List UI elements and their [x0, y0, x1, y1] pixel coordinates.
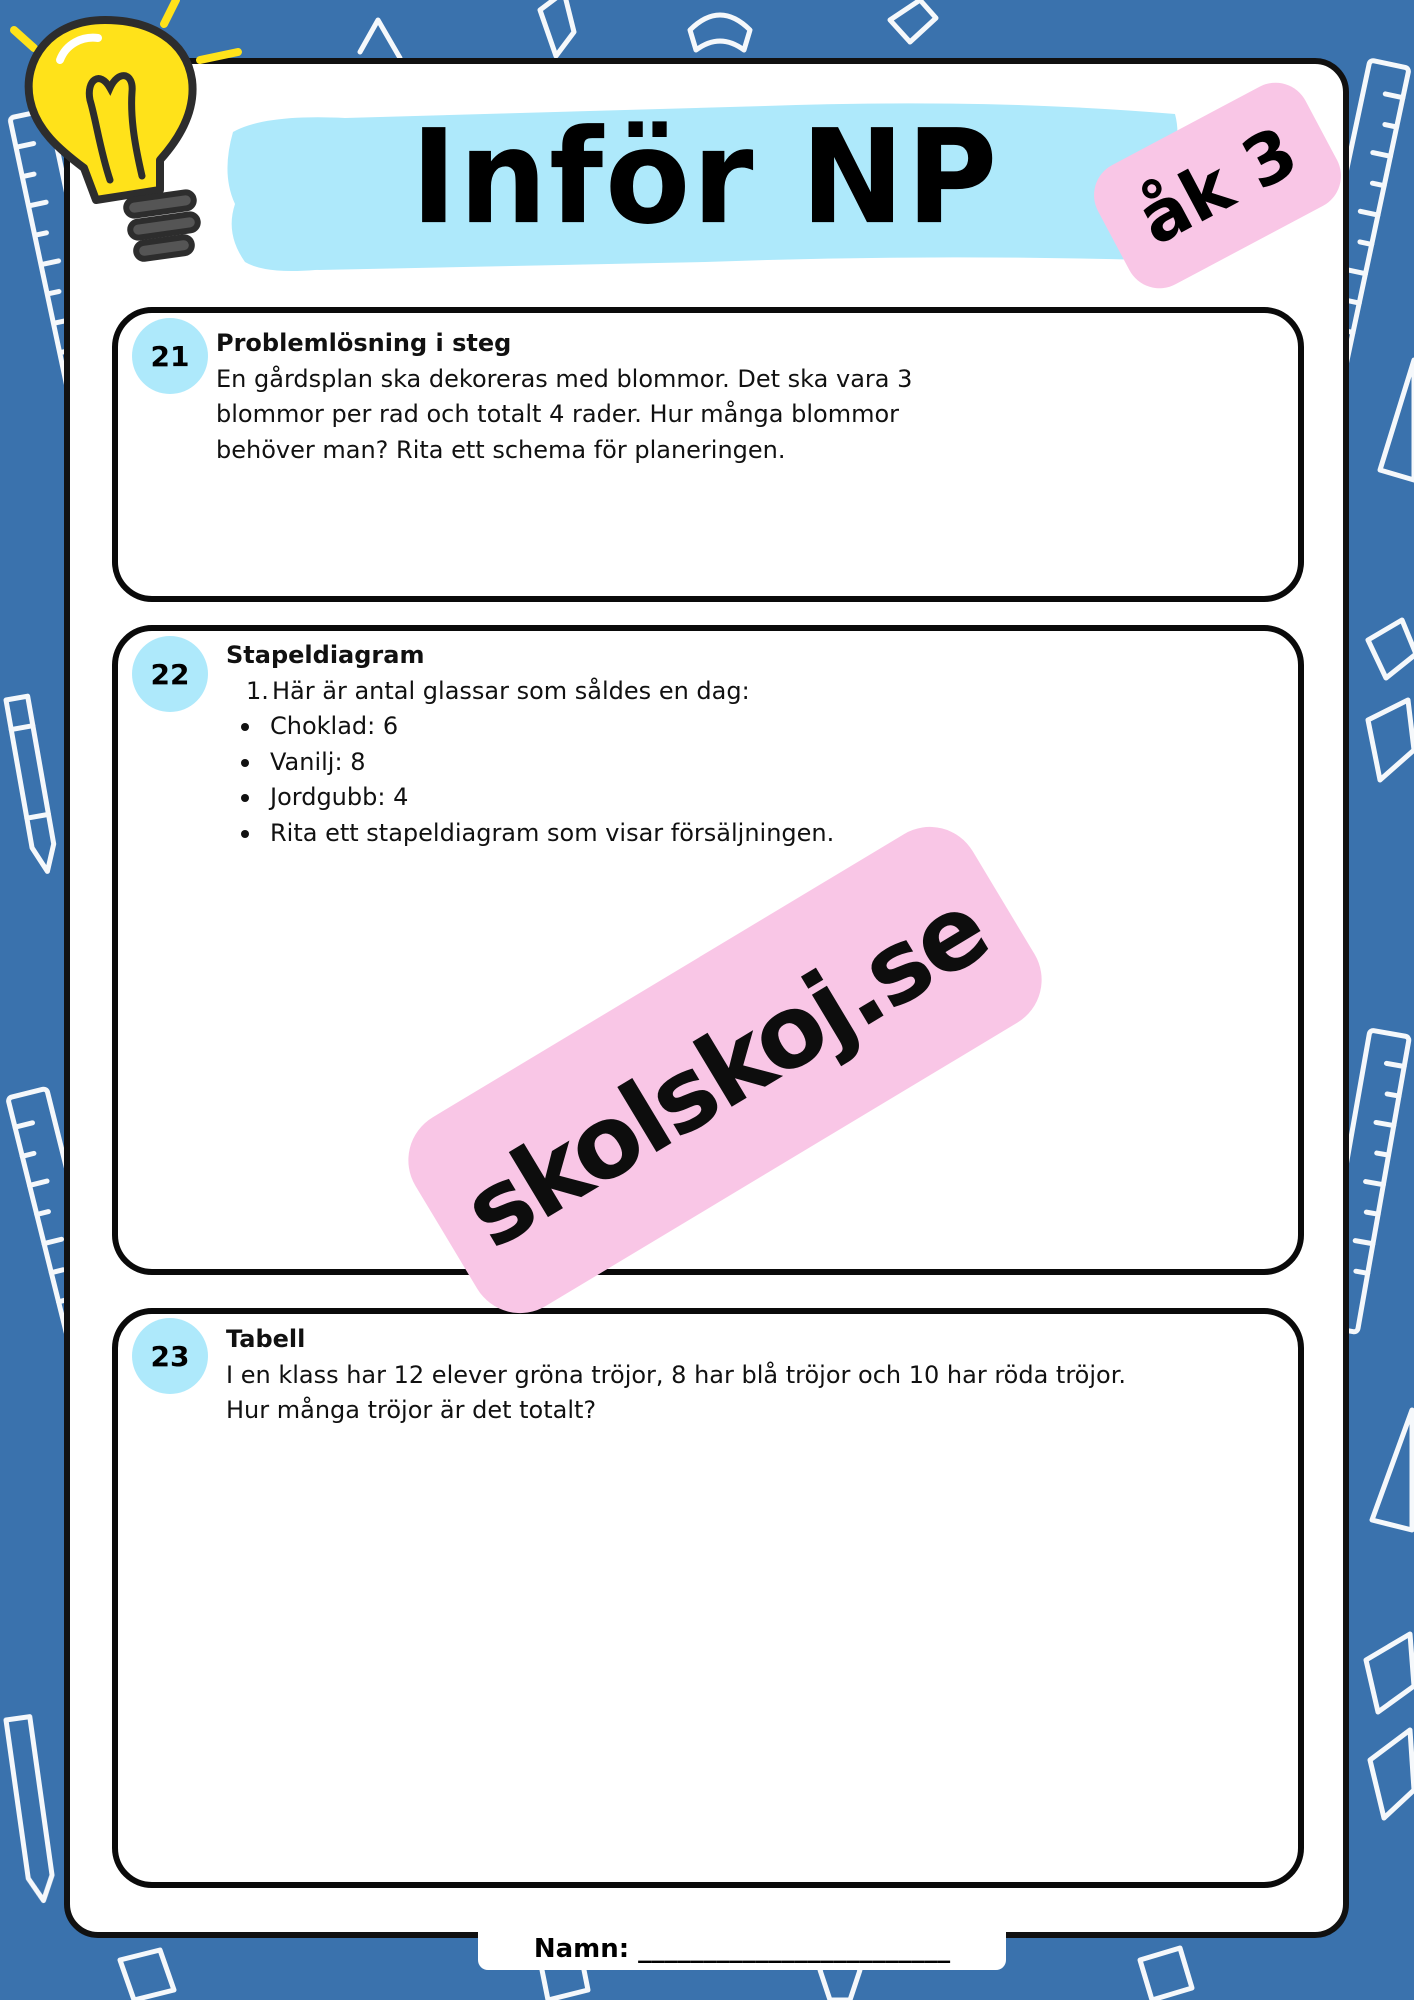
- task-21-text: [216, 326, 1266, 468]
- task-22-text: [226, 638, 1276, 851]
- pencil-doodle: [890, 0, 936, 42]
- task-number-badge: 22: [132, 636, 208, 712]
- pencil-doodle: [540, 0, 574, 56]
- pencil-doodle: [1368, 620, 1414, 678]
- name-field: [478, 1928, 1006, 1970]
- list-item: Rita ett stapeldiagram som visar försäljningen.: [226, 816, 1276, 852]
- list-item: Jordgubb: 4: [226, 780, 1276, 816]
- list-item-text: Här är antal glassar som såldes en dag:: [272, 676, 750, 705]
- task-line: blommor per rad och totalt 4 rader. Hur många blommor: [216, 400, 900, 428]
- pencil-doodle: [6, 1717, 55, 1903]
- pencil-doodle: [1370, 1730, 1414, 1818]
- pencil-doodle: [6, 696, 58, 873]
- pencil-doodle: [690, 15, 750, 50]
- task-heading: Tabell: [226, 1325, 306, 1353]
- name-label: Namn: ________________________: [533, 1934, 951, 1964]
- list-item: [226, 674, 1276, 710]
- task-line: behöver man? Rita ett schema för planeringen.: [216, 435, 786, 464]
- pencil-doodle: [1366, 1634, 1414, 1712]
- task-line: Hur många tröjor är det totalt?: [226, 1396, 597, 1424]
- triangle-doodle: [1372, 1410, 1412, 1530]
- task-heading: Problemlösning i steg: [216, 329, 512, 357]
- task-22-list: [226, 674, 1276, 852]
- task-number-badge: 21: [132, 318, 208, 394]
- pencil-doodle: [1368, 700, 1414, 780]
- triangle-doodle: [360, 20, 400, 58]
- list-marker: 1.: [246, 676, 269, 705]
- task-heading: Stapeldiagram: [226, 641, 425, 669]
- page-title: Inför NP: [410, 102, 1000, 254]
- pencil-doodle: [1140, 1948, 1192, 2000]
- grade-label: åk 3: [1124, 110, 1311, 261]
- triangle-doodle: [1380, 360, 1414, 480]
- task-line: En gårdsplan ska dekoreras med blommor. Det ska vara 3: [216, 364, 913, 393]
- list-item: Vanilj: 8: [226, 745, 1276, 781]
- list-item: Choklad: 6: [226, 709, 1276, 745]
- watermark-text: skolskoj.se: [444, 869, 1006, 1271]
- pencil-doodle: [120, 1950, 174, 2000]
- task-number-badge: 23: [132, 1318, 208, 1394]
- task-line: I en klass har 12 elever gröna tröjor, 8 har blå tröjor och 10 har röda tröjor.: [226, 1360, 1126, 1389]
- task-23-text: [226, 1322, 1296, 1429]
- lightbulb-icon: [0, 0, 250, 270]
